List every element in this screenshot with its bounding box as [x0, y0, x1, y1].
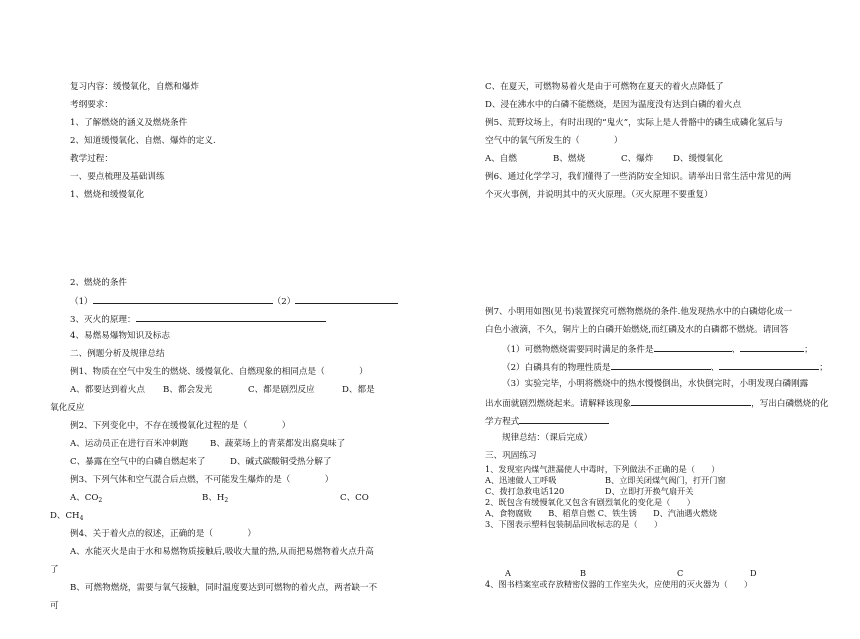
option-b-text: B、H: [202, 493, 225, 503]
review-content: 复习内容：缓慢氧化，自燃和爆炸: [70, 82, 199, 92]
example-4-option-a-cont: 了: [50, 565, 59, 575]
part-3-text: 出水面就剧烈燃烧起来。请解释该现象: [485, 399, 632, 409]
example-7-part-3: （3）实验完毕，小明将燃烧中的热水慢慢倒出，水快倒完时，小明发现白磷刚露: [502, 379, 809, 389]
option-b-subscript: 2: [224, 497, 229, 504]
example-1-option-b: B、都会发光: [163, 385, 213, 395]
section-2-heading: 二、例题分析及规律总结: [70, 349, 165, 359]
option-d-subscript: 4: [79, 515, 84, 522]
example-2-option-c: C、暴露在空气中的白磷自燃起来了: [70, 457, 206, 467]
example-2-option-a: A、运动员正在进行百米冲刺跑: [70, 439, 188, 449]
condition-1-blank[interactable]: [93, 294, 273, 304]
part-2-sep: 、: [710, 363, 720, 373]
fire-extinguish-principle: [70, 312, 326, 326]
item-combustion-slow-oxidation: 1、燃烧和缓慢氧化: [70, 190, 145, 200]
example-4-option-c: C、在夏天，可燃物易着火是由于可燃物在夏天的着火点降低了: [485, 82, 724, 92]
practice-1-option-b: B、立即关闭煤气阀门，打开门窗: [605, 475, 726, 485]
practice-3-label-c: C: [677, 568, 684, 578]
part-1-blank-2[interactable]: [740, 342, 804, 352]
practice-3-question: 3、下图表示塑料包装制品回收标志的是（ ）: [485, 519, 663, 529]
part-1-text: （1）可燃物燃烧需要同时满足的条件是: [502, 345, 654, 355]
example-3-option-b: [202, 492, 228, 507]
part-1-blank-1[interactable]: [654, 342, 732, 352]
practice-3-label-a: A: [505, 568, 511, 578]
practice-1-option-a: A、迅速做人工呼吸: [485, 475, 557, 485]
example-6-question-cont: 个灭火事例，并说明其中的灭火原理。（灭火原理不要重复）: [485, 190, 713, 200]
requirement-2: 2、知道缓慢氧化、自燃、爆炸的定义.: [70, 136, 216, 146]
practice-1-question: 1、发现室内煤气泄漏使人中毒时，下列做法不正确的是（ ）: [485, 464, 720, 474]
example-5-option-b: B、燃烧: [553, 154, 586, 164]
conditions-line: [70, 294, 398, 308]
part-1-sep: 、: [731, 345, 741, 355]
practice-3-label-d: D: [750, 568, 757, 578]
example-7-part-3-equation: [485, 414, 609, 428]
example-5-option-c: C、爆炸: [621, 154, 654, 164]
equation-label: 学方程式: [485, 417, 520, 427]
example-3-option-d: [50, 510, 83, 525]
example-3-option-c: C、CO: [340, 493, 369, 503]
option-a-text: A、CO: [70, 493, 99, 503]
example-1-option-d-cont: 氧化反应: [50, 403, 85, 413]
example-7-question: 例7、小明用如图(见书)装置探究可燃物燃烧的条件.他发现热水中的白磷熔化成一: [485, 307, 793, 317]
example-3-question: 例3、下列气体和空气混合后点燃，不可能发生爆炸的是（ ）: [70, 475, 334, 485]
practice-4-question: 4、图书档案室或存放精密仪器的工作室失火，应使用的灭火器为（ ）: [485, 579, 753, 589]
example-5-question: 例5、荒野坟场上，有时出现的“鬼火”，实际上是人骨骼中的磷生成磷化氢后与: [485, 118, 783, 128]
practice-2-question: 2、既包含有缓慢氧化又包含有剧烈氧化的变化是（ ）: [485, 497, 695, 507]
example-5-option-a: A、自燃: [485, 154, 517, 164]
example-5-option-d: D、缓慢氧化: [673, 154, 723, 164]
exam-requirements-heading: 考纲要求：: [70, 100, 113, 110]
part-3-text-2: ，写出白磷燃烧的化: [751, 399, 829, 409]
example-2-question: 例2、下列变化中，不存在缓慢氧化过程的是（ ）: [70, 421, 291, 431]
example-6-question: 例6、通过化学学习，我们懂得了一些消防安全知识。请举出日常生活中常见的两: [485, 172, 792, 182]
example-7-question-cont: 白色小液滴，不久，铜片上的白磷开始燃烧,而红磷及水的白磷都不燃烧。请回答: [485, 325, 789, 335]
right-page: [430, 0, 860, 639]
example-4-option-a: A、水能灭火是由于水和易燃物质接触后,吸收大量的热,从而把易燃物着火点升高: [70, 547, 374, 557]
example-1-option-a: A、都要达到着火点: [70, 385, 145, 395]
section-3-heading: 三、巩固练习: [485, 451, 537, 461]
condition-2-blank[interactable]: [295, 294, 398, 304]
equation-blank[interactable]: [519, 414, 609, 424]
example-4-question: 例4、关于着火点的叙述，正确的是（ ）: [70, 529, 256, 539]
item-combustion-conditions: 2、燃烧的条件: [70, 278, 128, 288]
teaching-process-heading: 教学过程：: [70, 154, 113, 164]
practice-1-option-d: D、立即打开换气扇开关: [605, 486, 694, 496]
option-a-subscript: 2: [98, 497, 103, 504]
rule-summary: 规律总结：（课后完成）: [502, 433, 593, 443]
part-2-text: （2）白磷具有的物理性质是: [502, 363, 611, 373]
example-4-option-d: D、浸在沸水中的白磷不能燃烧，是因为温度没有达到白磷的着火点: [485, 100, 742, 110]
example-5-question-cont: 空气中的氧气所发生的（ ）: [485, 136, 623, 146]
option-d-text: D、CH: [50, 511, 80, 521]
practice-3-label-b: B: [580, 568, 587, 578]
example-2-option-b: B、蔬菜场上的青菜都发出腐臭味了: [210, 439, 346, 449]
item-flammables: 4、易燃易爆物知识及标志: [70, 331, 170, 341]
section-1-heading: 一、要点梳理及基础训练: [70, 172, 165, 182]
example-2-option-d: D、碱式碳酸铜受热分解了: [230, 457, 332, 467]
fire-extinguish-blank[interactable]: [136, 312, 326, 322]
example-7-part-1: [502, 342, 813, 356]
fire-extinguish-label: 3、灭火的原理：: [70, 315, 136, 325]
requirement-1: 1、了解燃烧的涵义及燃烧条件: [70, 118, 188, 128]
example-4-option-b: B、可燃物燃烧，需要与氧气接触，同时温度要达到可燃物的着火点，两者缺一不: [70, 583, 378, 593]
example-7-part-2: [502, 360, 828, 374]
example-3-option-a: [70, 492, 102, 507]
condition-2-label: （2）: [272, 297, 296, 307]
part-1-end: ；: [804, 345, 813, 355]
example-7-part-3-cont: [485, 396, 828, 410]
example-4-option-b-cont: 可: [50, 601, 59, 611]
example-1-option-d: D、都是: [342, 385, 375, 395]
condition-1-label: （1）: [70, 297, 93, 307]
part-2-end: ；: [819, 363, 828, 373]
example-1-question: 例1、物质在空气中发生的燃烧、缓慢氧化、自燃现象的相同点是（ ）: [70, 367, 368, 377]
part-2-blank-2[interactable]: [719, 360, 819, 370]
part-2-blank-1[interactable]: [611, 360, 711, 370]
part-3-blank-1[interactable]: [631, 396, 751, 406]
practice-2-options: A、食物腐败 B、稻草自燃 C、铁生锈 D、汽油遇火燃烧: [485, 508, 718, 518]
practice-1-option-c: C、拨打急救电话120: [485, 486, 565, 496]
example-1-option-c: C、都是剧烈反应: [248, 385, 315, 395]
